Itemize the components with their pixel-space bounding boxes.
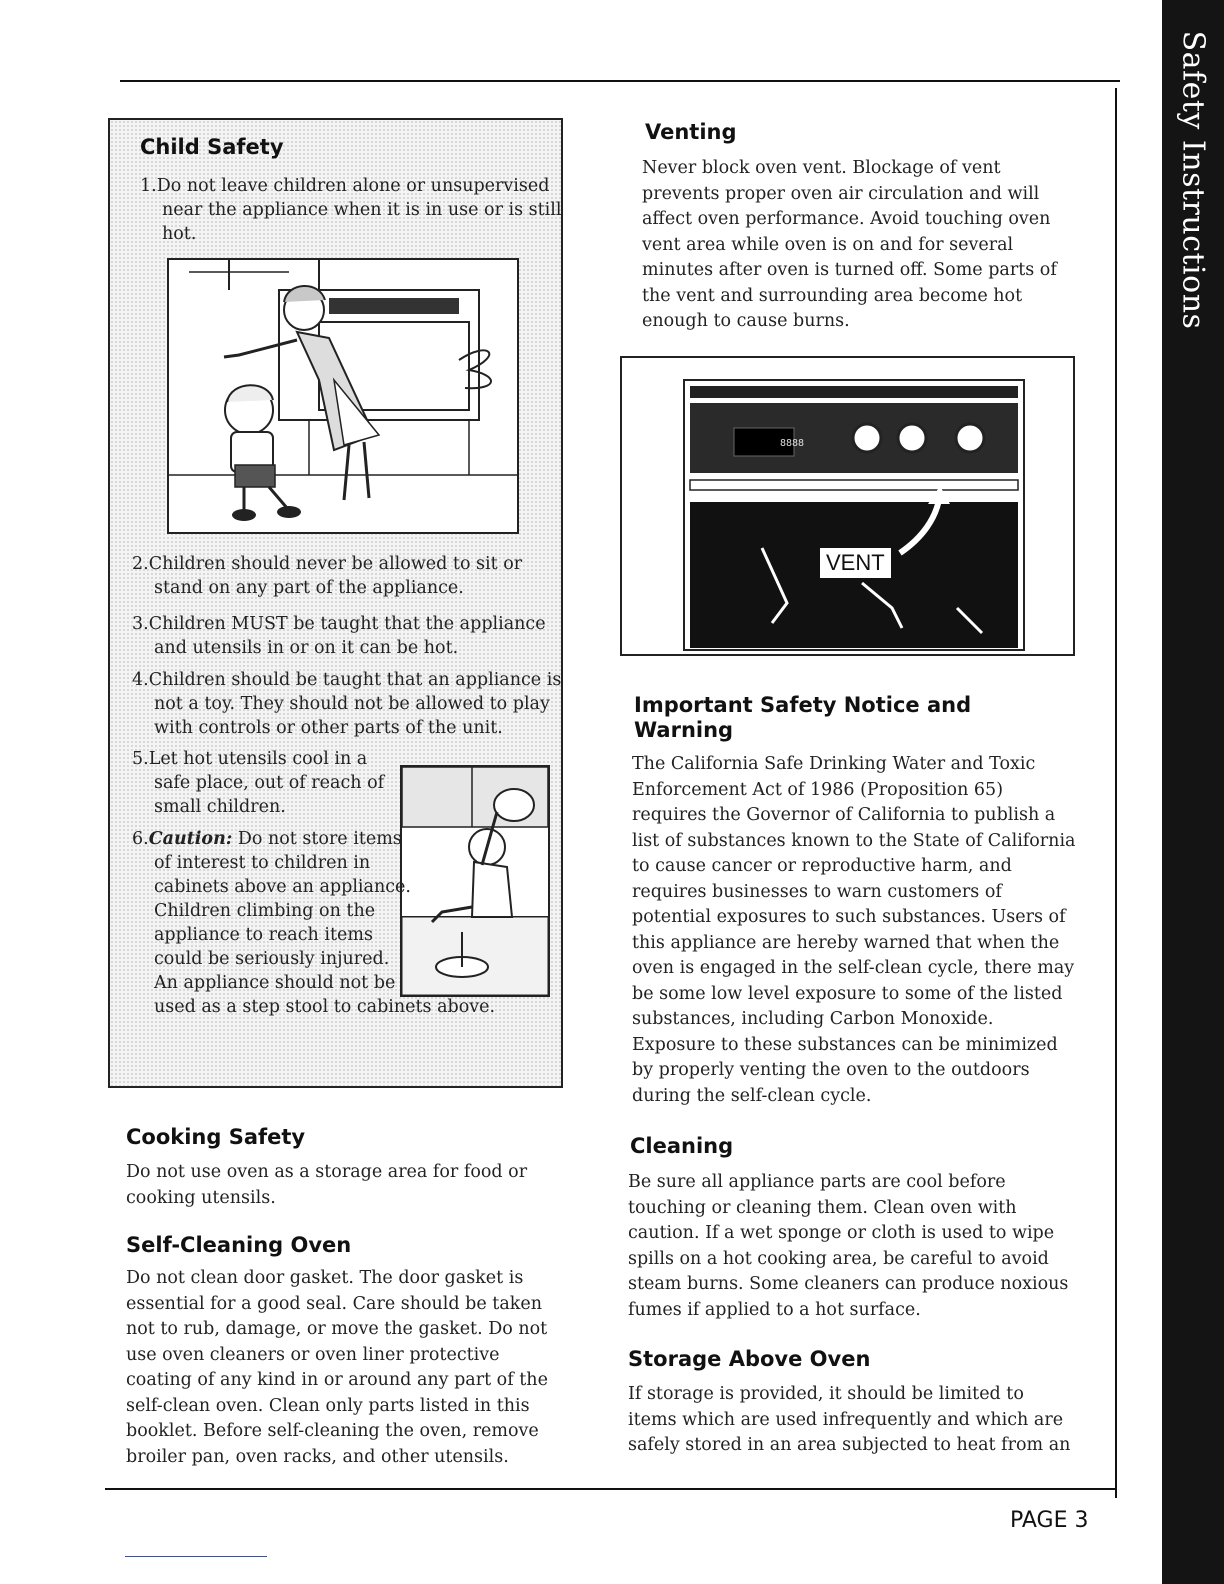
venting-text: Never block oven vent. Blockage of vent prevents proper oven air circulation and will affect oven performance. Avoid touching oven vent area while oven is on and for several minutes after oven is turned off. Some parts of the vent and surrounding area become hot enough to cause burns.	[642, 158, 1057, 331]
self-cleaning-heading: Self-Cleaning Oven	[126, 1233, 352, 1257]
item-text: Children should never be allowed to sit or stand on any part of the appliance.	[148, 554, 523, 598]
child-safety-item-3	[132, 612, 574, 660]
side-tab-title: Safety Instructions	[1175, 30, 1211, 330]
notice-text: The California Safe Drinking Water and Toxic Enforcement Act of 1986 (Proposition 65) requires the Governor of California to publish a list of substances known to the State of California to cause cancer or reproductive harm, and requires businesses to warn customers of potential exposures to such substances. Users of this appliance are hereby warned that when the oven is engaged in the self-clean cycle, there may be some low level exposure to some of the listed substances, including Carbon Monoxide. Exposure to these substances can be minimized by properly venting the oven to the outdoors during the self-clean cycle.	[632, 754, 1076, 1106]
child-oven-illustration	[167, 258, 519, 534]
storage-heading: Storage Above Oven	[628, 1347, 871, 1371]
mother-child-oven-drawing	[169, 260, 517, 532]
right-column-rule	[1115, 88, 1117, 1498]
self-cleaning-text: Do not clean door gasket. The door gasket is essential for a good seal. Care should be taken not to rub, damage, or move the gasket. Do not use oven cleaners or oven liner protective coating of any kind in or around any part of the self-clean oven. Clean only parts listed in this booklet. Before self-cleaning the oven, remove broiler pan, oven racks, and other utensils.	[126, 1268, 548, 1467]
venting-heading: Venting	[645, 120, 737, 144]
cleaning-text: Be sure all appliance parts are cool before touching or cleaning them. Clean oven with caution. If a wet sponge or cloth is used to wipe spills on a hot cooking area, be careful to avoid steam burns. Some cleaners can produce noxious fumes if applied to a hot surface.	[628, 1172, 1069, 1320]
child-safety-item-1	[140, 174, 572, 246]
item-text: Children MUST be taught that the appliance and utensils in or on it can be hot.	[148, 614, 546, 658]
child-safety-heading: Child Safety	[140, 135, 284, 159]
side-section-tab	[1162, 0, 1224, 1584]
child-safety-item-6	[132, 827, 579, 1019]
cooking-safety-text: Do not use oven as a storage area for food or cooking utensils.	[126, 1162, 528, 1208]
footnote-rule	[125, 1556, 267, 1557]
oven-display-readout: 8888	[779, 438, 805, 449]
bottom-rule	[105, 1488, 1117, 1490]
item-number: 6.	[132, 829, 149, 849]
item-number: 1.	[140, 176, 157, 196]
vent-label: VENT	[818, 546, 893, 580]
child-safety-item-2	[132, 552, 574, 600]
item-text: Let hot utensils cool in a safe place, out of reach of small children.	[148, 749, 385, 817]
child-safety-item-4	[132, 668, 582, 740]
page-number: PAGE 3	[1010, 1508, 1089, 1533]
cooking-safety-heading: Cooking Safety	[126, 1125, 306, 1149]
child-safety-box	[108, 118, 563, 1088]
item-number: 5.	[132, 749, 149, 769]
storage-text: If storage is provided, it should be limited to items which are used infrequently and which are safely stored in an area subjected to heat from an	[628, 1384, 1071, 1455]
caution-label: Caution:	[148, 829, 233, 849]
oven-vent-drawing	[622, 358, 1073, 654]
item-number: 3.	[132, 614, 149, 634]
item-text: Do not leave children alone or unsupervised near the appliance when it is in use or is still hot.	[156, 176, 562, 244]
cleaning-heading: Cleaning	[630, 1134, 734, 1158]
item-text: Children should be taught that an appliance is not a toy. They should not be allowed to play with controls or other parts of the unit.	[148, 670, 562, 738]
item-number: 2.	[132, 554, 149, 574]
item-text: Do not store items of interest to children in cabinets above an appliance. Children climbing on the appliance to reach items could be seriously injured. An appliance should not be used as a step stool to cabinets above.	[154, 829, 496, 1017]
vent-illustration	[620, 356, 1075, 656]
notice-heading: Important Safety Notice and Warning	[634, 693, 972, 742]
child-safety-item-5	[132, 747, 404, 819]
item-number: 4.	[132, 670, 149, 690]
top-rule	[120, 80, 1120, 82]
